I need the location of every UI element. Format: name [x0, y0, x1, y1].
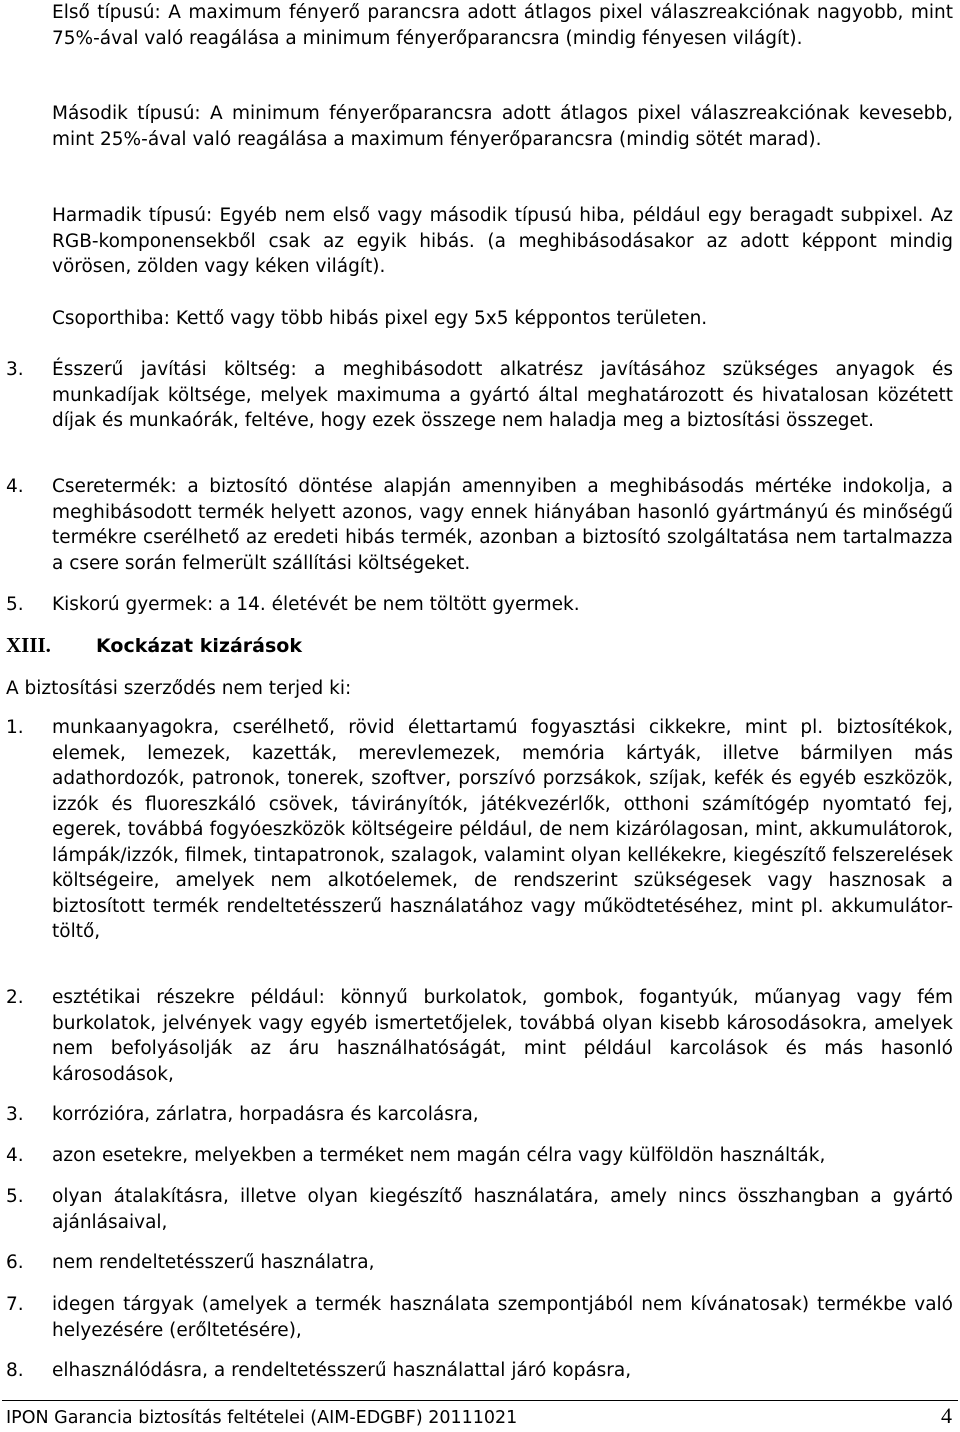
definition-number: 4.	[6, 476, 24, 497]
definition-number: 5.	[6, 594, 24, 615]
definition-text: Kiskorú gyermek: a 14. életévét be nem töltött gyermek.	[52, 594, 580, 615]
definition-item	[6, 474, 953, 576]
exclusion-text: elhasználódásra, a rendeltetésszerű használattal járó kopásra,	[52, 1360, 632, 1381]
exclusion-number: 8.	[6, 1360, 24, 1381]
definition-number: 3.	[6, 359, 24, 380]
exclusion-item	[6, 985, 953, 1087]
definition-item	[6, 592, 953, 618]
exclusion-text: nem rendeltetésszerű használatra,	[52, 1252, 375, 1273]
section-heading	[6, 632, 302, 659]
exclusion-text: korrózióra, zárlatra, horpadásra és karcolásra,	[52, 1104, 479, 1125]
exclusion-item	[6, 1184, 953, 1235]
paragraph-group-fault: Csoporthiba: Kettő vagy több hibás pixel egy 5x5 képpontos területen.	[52, 308, 708, 329]
exclusion-text: idegen tárgyak (amelyek a termék használata szempontjából nem kívánatosak) termékbe való helyezésére (erőltetésére),	[52, 1294, 953, 1341]
exclusion-number: 6.	[6, 1252, 24, 1273]
exclusion-item	[6, 715, 953, 945]
definition-text: Cseretermék: a biztosító döntése alapján amennyiben a meghibásodás mértéke indokolja, a meghibásodott termék helyett azonos, vagy ennek hiányában hasonló gyártmányú és minőségű termékre cserélhető az eredeti hibás termék, azonban a biztosító szolgáltatása nem tartalmazza a csere során felmerült szállítási költségeket.	[52, 476, 953, 574]
definition-text: Ésszerű javítási költség: a meghibásodott alkatrész javításához szükséges anyagok és munkadíjak költsége, melyek maximuma a gyártó által meghatározott és hivatalosan közétett díjak és munkaórák, feltéve, hogy ezek összege nem haladja meg a biztosítási összeget.	[52, 359, 953, 431]
exclusion-number: 5.	[6, 1186, 24, 1207]
section-number: XIII.	[6, 633, 51, 657]
paragraph-second-type: Második típusú: A minimum fényerőparancsra adott átlagos pixel válaszreakciónak kevesebb, mint 25%-ával való reagálása a maximum fényerőparancsra (mindig sötét marad).	[52, 103, 953, 150]
exclusion-number: 4.	[6, 1145, 24, 1166]
exclusion-item	[6, 1292, 953, 1343]
paragraph-first-type: Első típusú: A maximum fényerő parancsra adott átlagos pixel válaszreakciónak nagyobb, mint 75%-ával való reagálása a minimum fényerőparancsra (mindig fényesen világít).	[52, 2, 953, 49]
exclusion-text: azon esetekre, melyekben a terméket nem magán célra vagy külföldön használták,	[52, 1145, 826, 1166]
page-number: 4	[941, 1403, 952, 1428]
exclusion-item	[6, 1358, 953, 1384]
exclusion-number: 1.	[6, 717, 24, 738]
exclusion-text: esztétikai részekre például: könnyű burkolatok, gombok, fogantyúk, műanyag vagy fém burkolatok, jelvények vagy egyéb ismertetőjelek, továbbá olyan kisebb károsodásokra, amelyek nem befolyásolják az áru használhatóságát, mint például karcolások és más hasonló károsodások,	[52, 987, 953, 1085]
exclusion-item	[6, 1250, 953, 1276]
exclusion-item	[6, 1102, 953, 1128]
exclusion-text: munkaanyagokra, cserélhető, rövid élettartamú fogyasztási cikkekre, mint pl. biztosítékok, elemek, lemezek, kazetták, merevlemezek, memória kártyák, illetve bármilyen más adathordozók, patronok, tonerek, szoftver, porszívó porzsákok, szíjak, kefék és egyéb eszközök, izzók és fluoreszkáló csövek, távirányítók, játékvezérlők, otthoni számítógép nyomtató fej, egerek, továbbá fogyóeszközök költségeire például, de nem kizárólagosan, mint, akkumulátorok, lámpák/izzók, filmek, tintapatronok, szalagok, valamint olyan kellékekre, kiegészítő felszerelések költségeire, amelyek nem alkotóelemek, de rendszerint szükségesek vagy hasznosak a biztosított termék rendeltetésszerű használatához vagy működtetéséhez, mint pl. akkumulátor-töltő,	[52, 717, 953, 942]
exclusion-number: 2.	[6, 987, 24, 1008]
paragraph-third-type: Harmadik típusú: Egyéb nem első vagy második típusú hiba, például egy beragadt subpixel. Az RGB-komponensekből csak az egyik hibás. (a meghibásodásakor az adott képpont mindig vörösen, zölden vagy kéken világít).	[52, 205, 953, 277]
footer-divider	[2, 1400, 958, 1401]
exclusion-number: 3.	[6, 1104, 24, 1125]
exclusions-intro: A biztosítási szerződés nem terjed ki:	[6, 678, 352, 699]
definition-item	[6, 357, 953, 434]
footer-text: IPON Garancia biztosítás feltételei (AIM-EDGBF) 20111021	[6, 1408, 518, 1428]
exclusion-item	[6, 1143, 953, 1169]
section-title: Kockázat kizárások	[96, 635, 302, 657]
exclusion-text: olyan átalakításra, illetve olyan kiegészítő használatára, amely nincs összhangban a gyártó ajánlásaival,	[52, 1186, 953, 1233]
exclusion-number: 7.	[6, 1294, 24, 1315]
